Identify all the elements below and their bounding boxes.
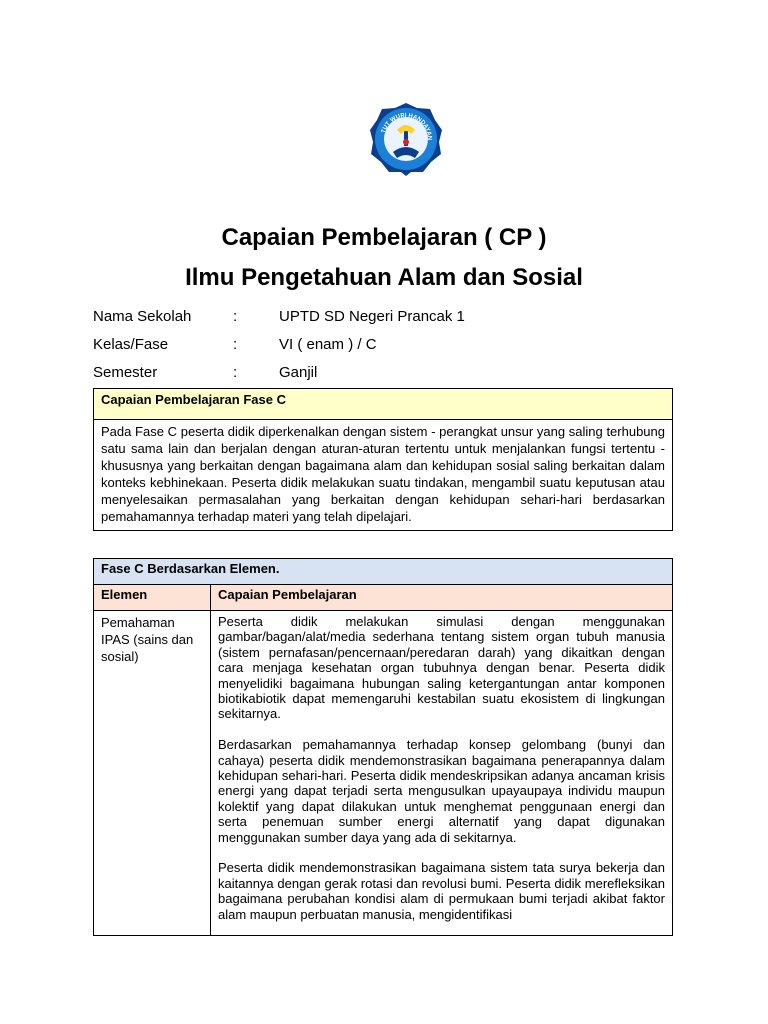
- info-label: Kelas/Fase: [93, 335, 169, 353]
- capaian-paragraph: Peserta didik melakukan simulasi dengan menggunakan gambar/bagan/alat/media sederhana tentang sistem organ tubuh manusia (sistem pernafasan/pencernaan/peredaran darah) yang dikaitkan dengan cara menjaga kesehatan organ tubuhnya dengan benar. Peserta didik menyelidiki bagaimana hubungan saling ketergantungan antar komponen biotikabiotik dapat memengaruhi kestabilan suatu ekosistem di lingkungan sekitarnya.: [218, 614, 665, 722]
- capaian-fase-c-box: [93, 388, 673, 531]
- fase-c-elemen-table: [93, 558, 673, 936]
- capaian-paragraph: Peserta didik mendemonstrasikan bagaimana sistem tata surya bekerja dan kaitannya dengan gerak rotasi dan revolusi bumi. Peserta didik merefleksikan bagaimana perubahan kondisi alam di permukaan bumi terjadi akibat faktor alam maupun perbuatan manusia, mengidentifikasi: [218, 860, 665, 922]
- info-value: VI ( enam ) / C: [279, 335, 377, 353]
- info-row-kelas-fase: [93, 330, 683, 358]
- fase-table-heading: Fase C Berdasarkan Elemen.: [94, 559, 672, 585]
- capaian-cell: [211, 611, 672, 936]
- capaian-fase-c-heading: Capaian Pembelajaran Fase C: [94, 389, 672, 420]
- info-colon: :: [233, 307, 238, 325]
- info-label: Nama Sekolah: [93, 307, 192, 325]
- capaian-fase-c-body: Pada Fase C peserta didik diperkenalkan dengan sistem - perangkat unsur yang saling terhubung satu sama lain dan berjalan dengan aturan-aturan tertentu untuk menjalankan fungsi tertentu - khususnya yang berkaitan dengan bagaimana alam dan kehidupan sosial saling berkaitan dalam konteks kebhinekaan. Peserta didik melakukan suatu tindakan, mengambil suatu keputusan atau menyelesaikan permasalahan yang berkaitan dengan kehidupan sehari-hari berdasarkan pemahamannya terhadap materi yang telah dipelajari.: [101, 424, 665, 524]
- info-row-semester: [93, 358, 683, 386]
- document-subtitle: Ilmu Pengetahuan Alam dan Sosial: [185, 264, 583, 291]
- info-row-nama-sekolah: [93, 302, 683, 330]
- tut-wuri-handayani-logo: [367, 100, 445, 178]
- info-colon: :: [233, 363, 238, 381]
- capaian-paragraph: Berdasarkan pemahamannya terhadap konsep gelombang (bunyi dan cahaya) peserta didik mendemonstrasikan bagaimana penerapannya dalam kehidupan sehari-hari. Peserta didik mendeskripsikan adanya ancaman krisis energi yang dapat terjadi serta mengusulkan upayaupaya individu maupun kolektif yang dapat dilakukan untuk menghemat penggunaan energi dan serta penemuan sumber energi alternatif yang dapat digunakan menggunakan sumber daya yang ada di sekitarnya.: [218, 737, 665, 845]
- info-value: UPTD SD Negeri Prancak 1: [279, 307, 465, 325]
- info-label: Semester: [93, 363, 158, 381]
- elemen-cell: Pemahaman IPAS (sains dan sosial): [94, 611, 211, 936]
- table-header-row: [94, 585, 672, 611]
- info-colon: :: [233, 335, 238, 353]
- info-value: Ganjil: [279, 363, 318, 381]
- column-header-capaian: Capaian Pembelajaran: [218, 587, 357, 602]
- column-header-elemen: Elemen: [94, 585, 211, 610]
- table-row: [94, 611, 672, 936]
- document-title: Capaian Pembelajaran ( CP ): [221, 224, 547, 251]
- logo-text: TUT WURI HANDAYAN: [380, 112, 433, 141]
- school-info: [93, 302, 683, 386]
